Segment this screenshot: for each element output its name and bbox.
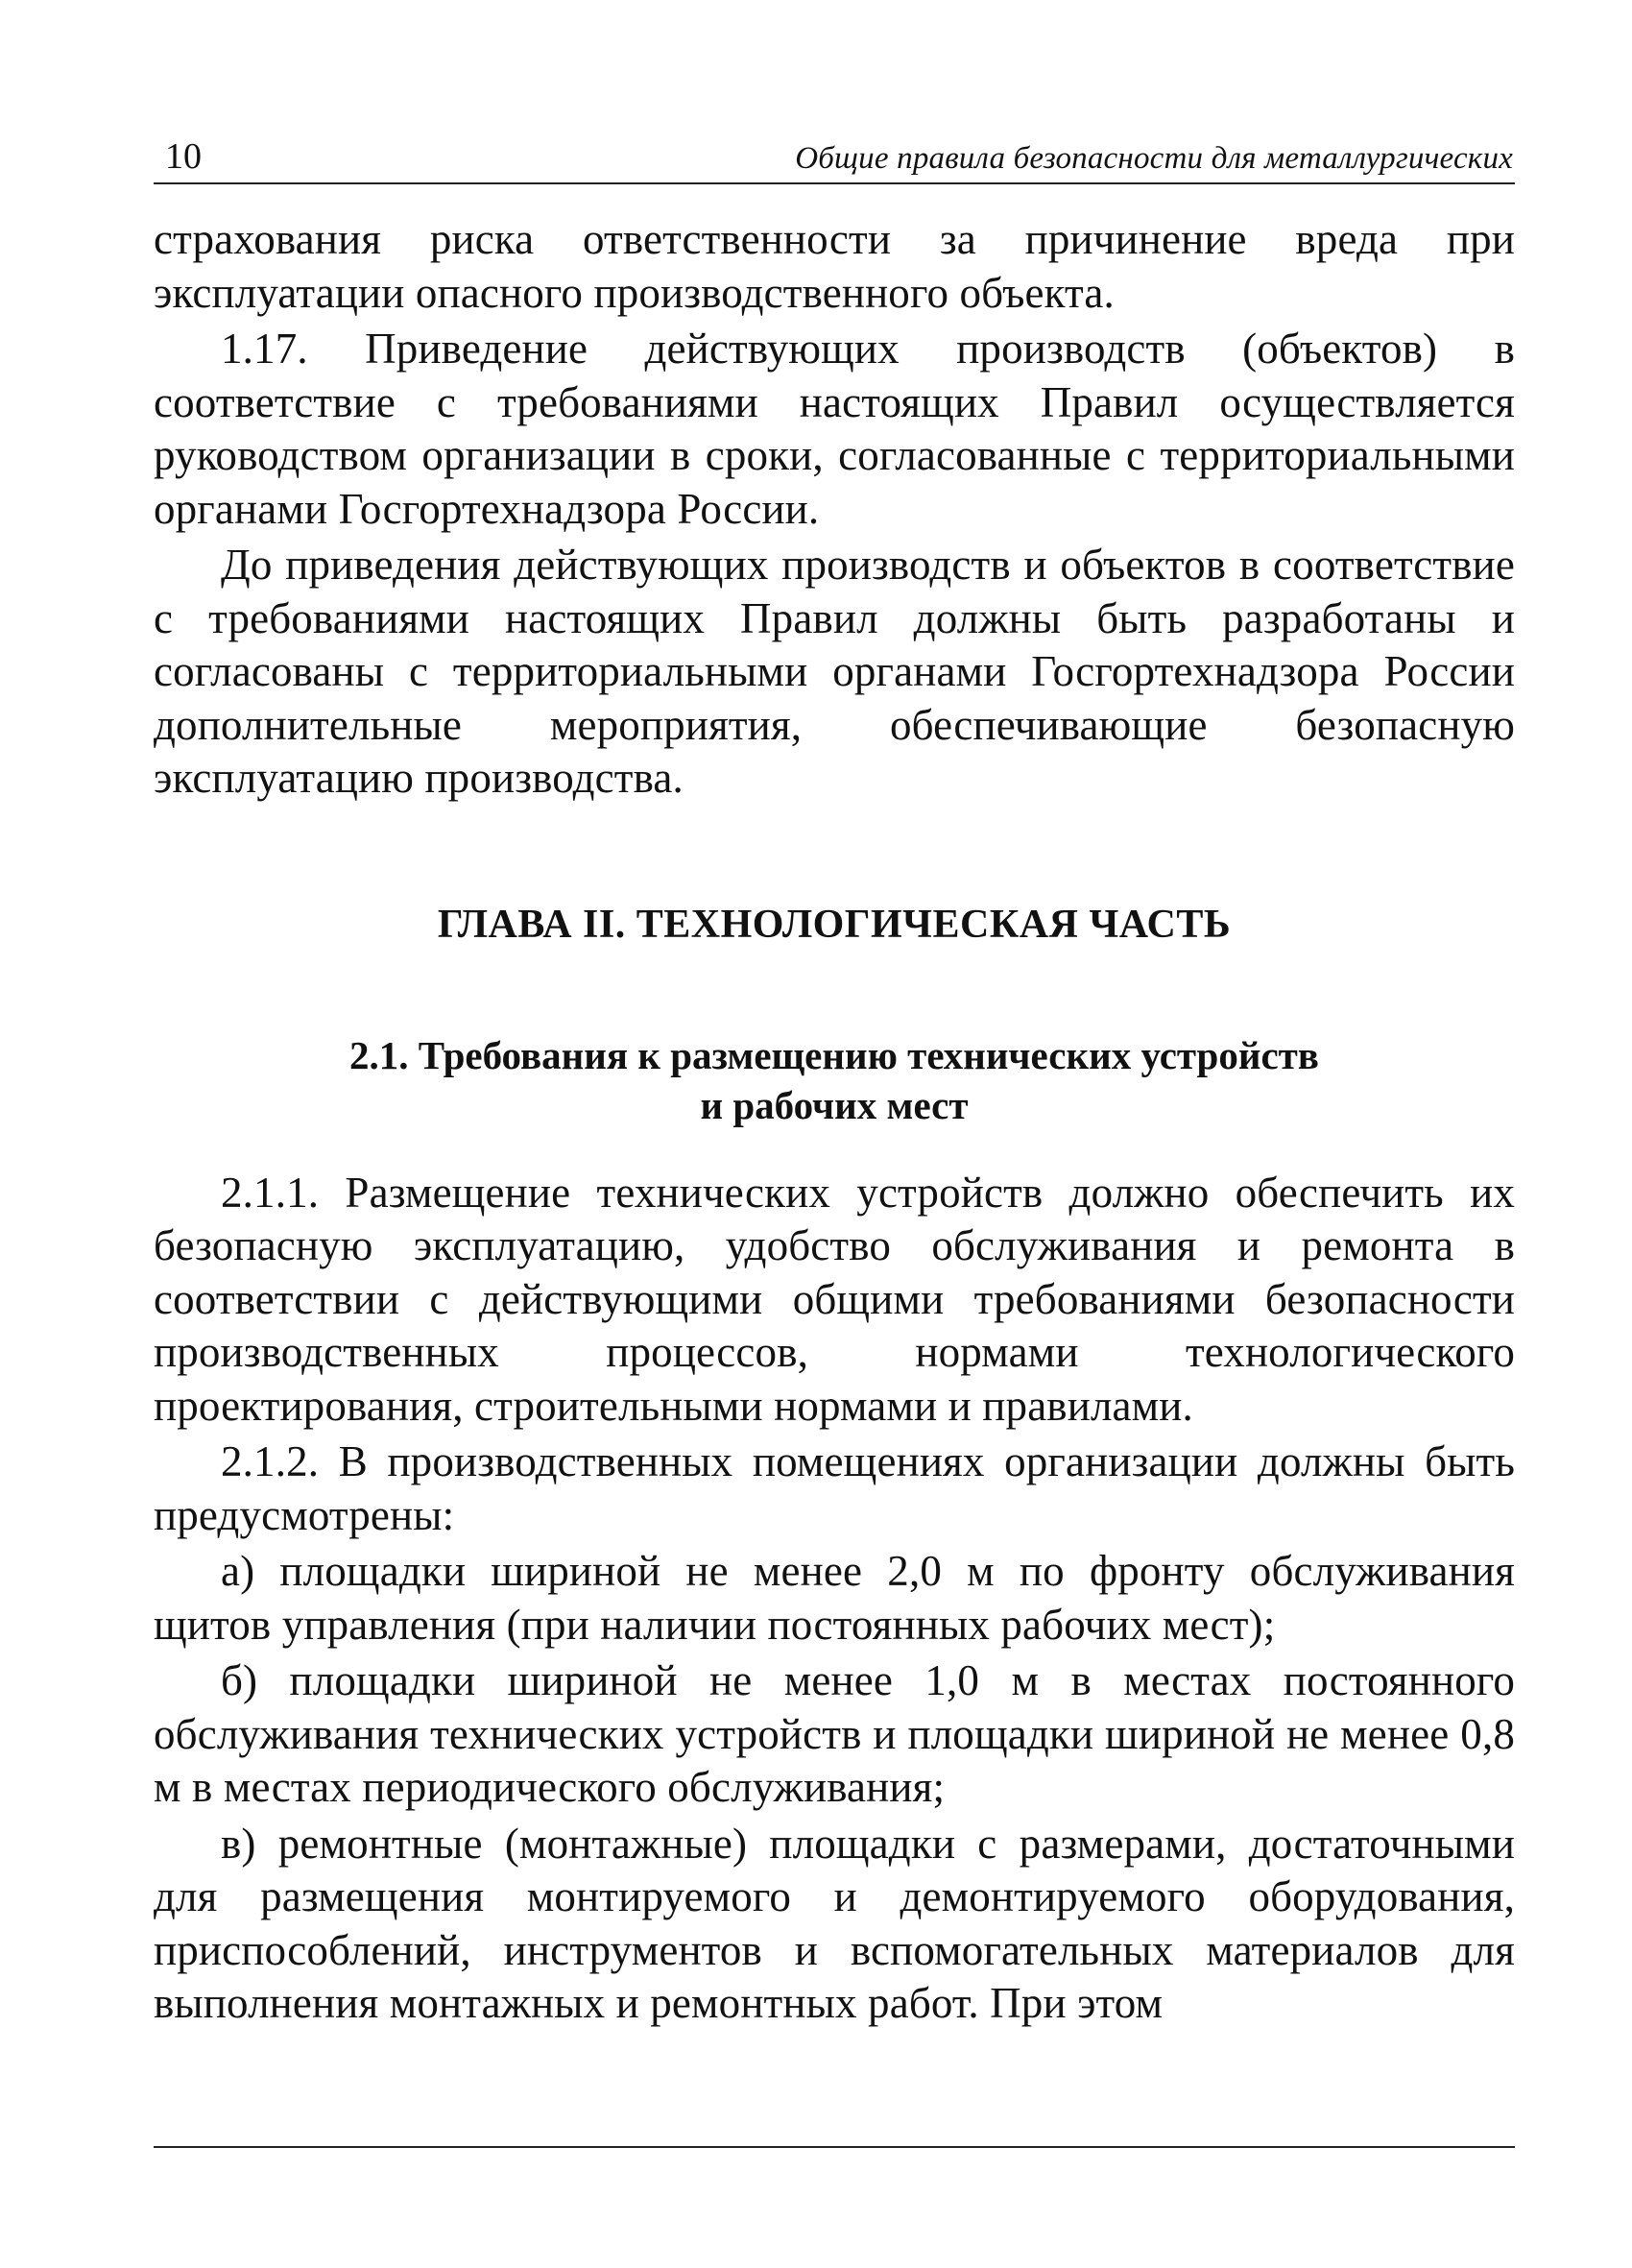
section-title [154,1030,1515,1130]
page-number: 10 [165,136,202,177]
section-title-line-1: 2.1. Требования к размещению технических устройств [349,1032,1319,1077]
section-body [154,1167,1515,2031]
page-header [154,134,1515,184]
paragraph-2-1-2: 2.1.2. В производственных помещениях организации должны быть предусмотрены: [154,1437,1515,1539]
document-page [154,134,1515,2031]
header-rule [154,182,1515,184]
paragraph-additional-measures: До приведения действующих производств и объектов в соответствие с требованиями настоящих Правил должны быть разработаны и согласованы с территориальными органами Госгортехнадзора России дополнительные мероприятия, обеспечивающие безопасную эксплуатацию производства. [154,541,1515,802]
list-item-v: в) ремонтные (монтажные) площадки с размерами, достаточными для размещения монтируемого и демонтируемого оборудования, приспособлений, инструментов и вспомогательных материалов для выполнения монтажных и ремонтных работ. При этом [154,1819,1515,2027]
footer-rule [154,2146,1515,2148]
running-title: Общие правила безопасности для металлургических [795,141,1513,176]
paragraph-2-1-1: 2.1.1. Размещение технических устройств должно обеспечить их безопасную эксплуатацию, удобство обслуживания и ремонта в соответствии с действующими общими требованиями безопасности производственных процессов, нормами технологического проектирования, строительными нормами и правилами. [154,1168,1515,1430]
paragraph-continuation: страхования риска ответственности за причинение вреда при эксплуатации опасного производственного объекта. [154,215,1515,317]
chapter-title: ГЛАВА II. ТЕХНОЛОГИЧЕСКАЯ ЧАСТЬ [437,902,1232,947]
paragraph-1-17: 1.17. Приведение действующих производств (объектов) в соответствие с требованиями настоящих Правил осуществляется руководством организации в сроки, согласованные с территориальными органами Госгортехнадзора России. [154,325,1515,533]
list-item-b: б) площадки шириной не менее 1,0 м в местах постоянного обслуживания технических устройств и площадки шириной не менее 0,8 м в местах периодического обслуживания; [154,1656,1515,1811]
section-title-line-2: и рабочих мест [700,1082,969,1127]
list-item-a: а) площадки шириной не менее 2,0 м по фронту обслуживания щитов управления (при наличии постоянных рабочих мест); [154,1547,1515,1649]
body-text [154,213,1515,2031]
